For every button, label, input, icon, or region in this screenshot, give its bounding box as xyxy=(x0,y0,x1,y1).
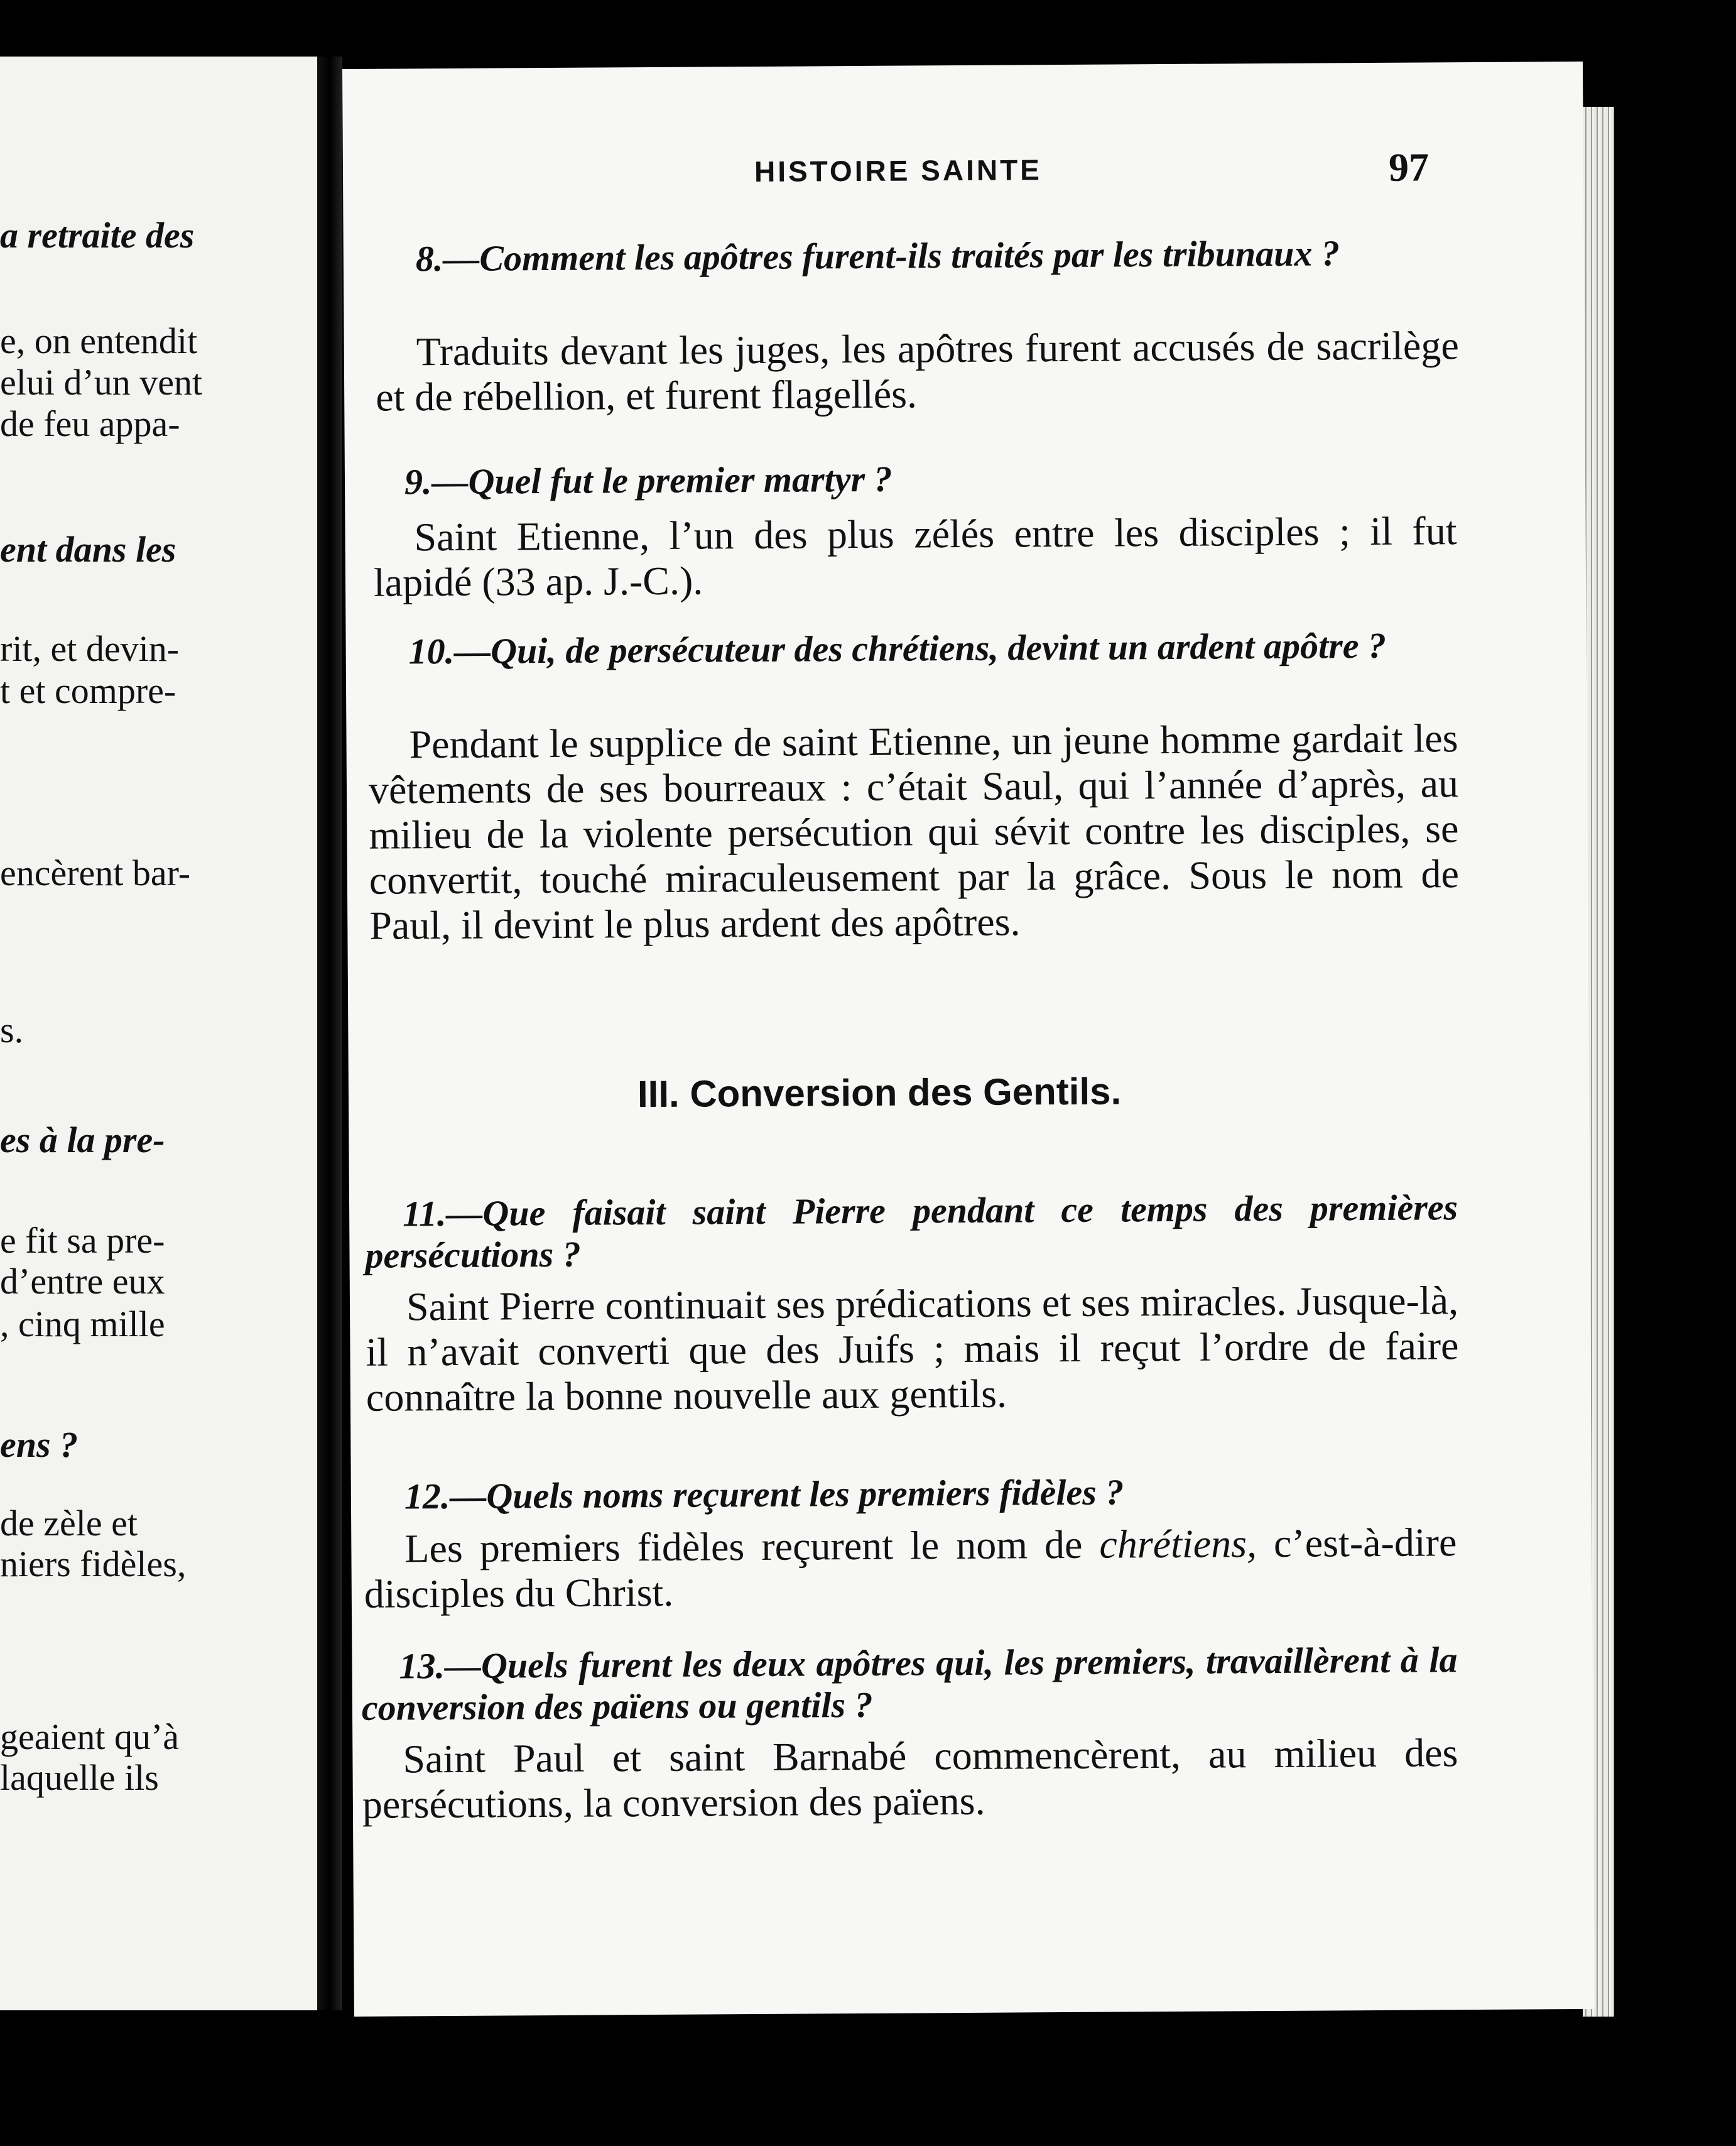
left-line: e, on entendit xyxy=(0,320,198,361)
answer-13: Saint Paul et saint Barnabé commencèrent, au milieu des persécutions, la conversion des païens. xyxy=(362,1730,1458,1827)
left-line: d’entre eux xyxy=(0,1261,165,1302)
running-header: HISTOIRE SAINTE xyxy=(754,153,1043,188)
question-11: 11.—Que faisait saint Pierre pendant ce temps des premières persécutions ? xyxy=(365,1187,1458,1276)
question-9: 9.—Quel fut le premier martyr ? xyxy=(404,458,892,503)
left-line: ens ? xyxy=(0,1424,79,1465)
answer-12-text-end: c’est-à-dire disciples du Christ. xyxy=(364,1520,1457,1616)
left-line: ent dans les xyxy=(0,529,176,570)
left-line: rit, et devin- xyxy=(0,628,180,669)
answer-11: Saint Pierre continuait ses prédications et ses miracles. Jusque-là, il n’avait converti que des Juifs ; mais il reçut l’ordre de faire connaître la bonne nouvelle aux gentils. xyxy=(366,1278,1459,1420)
book-gutter xyxy=(317,57,342,2010)
left-line: laquelle ils xyxy=(0,1757,159,1798)
left-line: encèrent bar- xyxy=(0,852,191,893)
right-page xyxy=(342,62,1595,2017)
question-8: 8.—Comment les apôtres furent-ils traités par les tribunaux ? xyxy=(415,232,1340,280)
answer-10: Pendant le supplice de saint Etienne, un jeune homme gardait les vêtements de ses bourreaux : c’était Saul, qui l’année d’après, au milieu de la violente persécution qui sévit contre les disciples, se convertit, touché miraculeusement par la grâce. Sous le nom de Paul, il devint le plus ardent des apôtres. xyxy=(368,716,1460,948)
question-13: 13.—Quels furent les deux apôtres qui, les premiers, travaillèrent à la conversion des païens ou gentils ? xyxy=(361,1639,1458,1728)
page-number: 97 xyxy=(1388,144,1429,190)
left-line: , cinq mille xyxy=(0,1304,165,1344)
left-line: es à la pre- xyxy=(0,1119,165,1160)
left-line: geaient qu’à xyxy=(0,1716,180,1757)
left-page xyxy=(0,57,317,2010)
answer-12-text: Les premiers fidèles reçurent le nom de xyxy=(404,1522,1100,1571)
question-10: 10.—Qui, de persécuteur des chrétiens, devint un ardent apôtre ? xyxy=(408,624,1387,672)
left-line: a retraite des xyxy=(0,215,195,256)
answer-9: Saint Etienne, l’un des plus zélés entre les disciples ; il fut lapidé (33 ap. J.-C.). xyxy=(373,508,1457,605)
section-heading: III. Conversion des Gentils. xyxy=(637,1070,1122,1116)
question-12: 12.—Quels noms reçurent les premiers fidèles ? xyxy=(404,1471,1124,1517)
left-line: niers fidèles, xyxy=(0,1544,187,1584)
left-line: de zèle et xyxy=(0,1503,138,1544)
answer-12-emphasis: chrétiens, xyxy=(1099,1521,1257,1567)
left-line: s. xyxy=(0,1010,24,1050)
left-line: t et compre- xyxy=(0,670,176,711)
left-line: e fit sa pre- xyxy=(0,1220,165,1261)
left-line: de feu appa- xyxy=(0,403,180,444)
answer-8: Traduits devant les juges, les apôtres furent accusés de sacrilège et de rébellion, et furent flagellés. xyxy=(375,323,1459,420)
left-line: elui d’un vent xyxy=(0,362,203,403)
answer-12 xyxy=(364,1520,1457,1617)
